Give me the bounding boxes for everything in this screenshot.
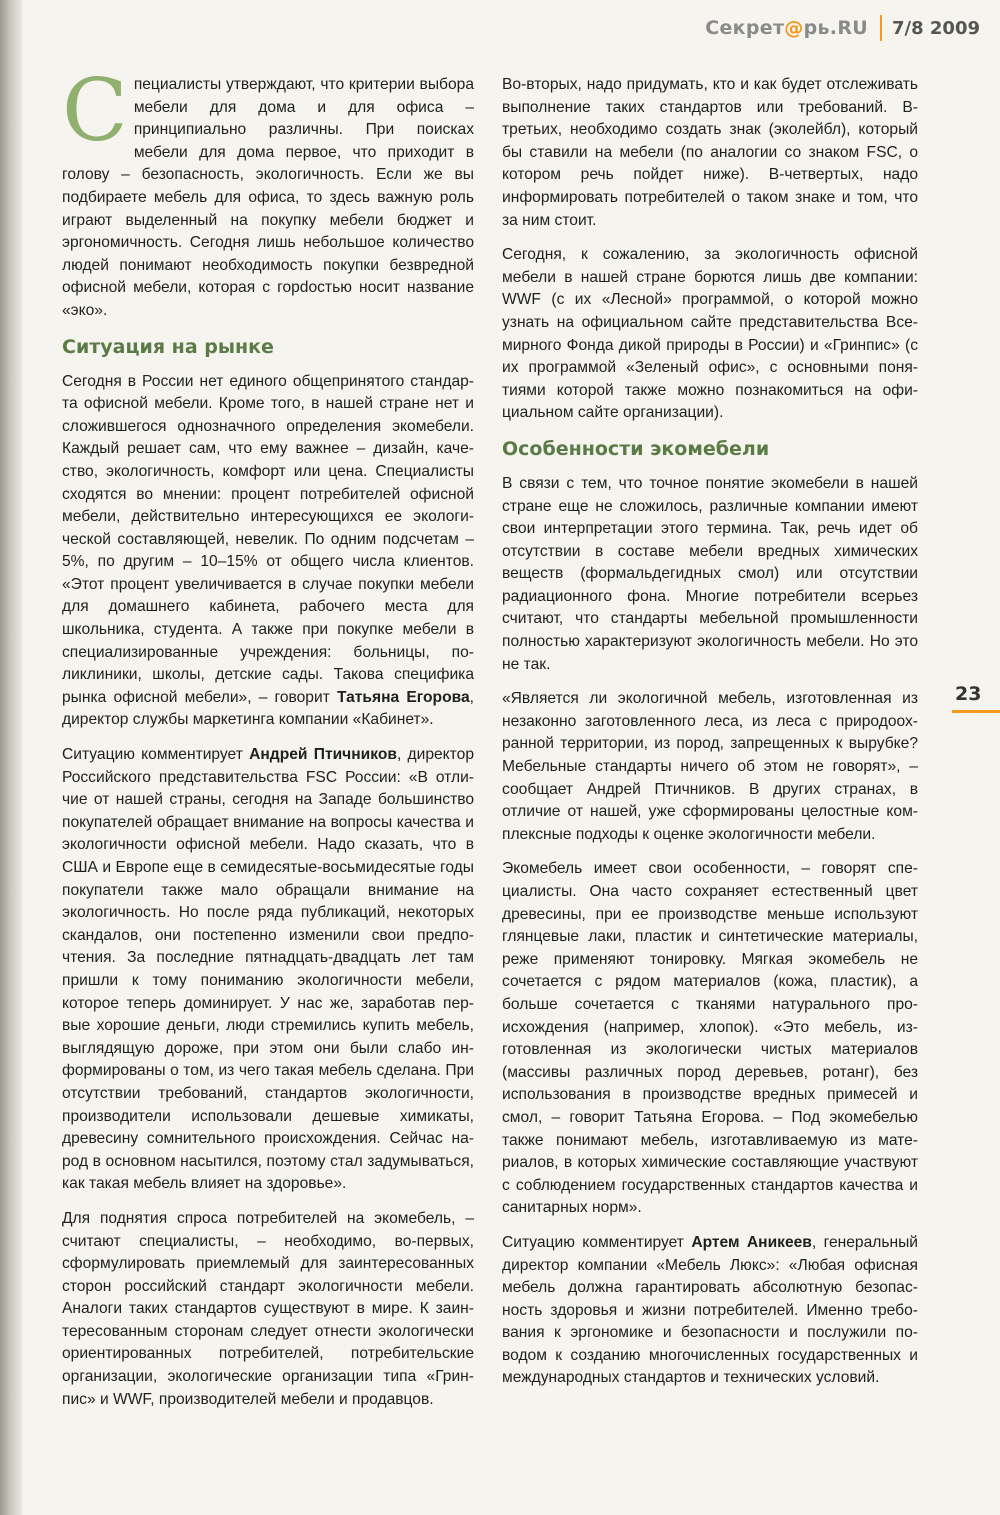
page-number: 23: [955, 683, 982, 705]
person-name: Артем Аникеев: [691, 1233, 812, 1251]
paragraph: Во-вторых, надо придумать, кто и как будет отслеживать выполнение таких стандартов или требований. В-третьих, необходимо создать знак (эколейбл), который бы ставили на мебели (по аналогии со знаком FSC, о котором речь пойдет ниже). В-четвертых, надо информировать потребителей о таком знаке и том, что за ним стоит.: [502, 76, 918, 229]
paragraph: Сегодня, к сожалению, за экологичность офисной мебели в нашей стране борются лишь две компании: WWF (с их «Лесной» программой, о которой можно узнать на официальном сайте представительства Всемирного Фонда дикой природы в России) и «Гринпис» (с их программой «Зеленый офис», с основными понятиями которой также можно познакомиться на официальном сайте организации).: [502, 246, 918, 422]
paragraph: «Является ли экологичной мебель, изготовленная из незаконно заготовленного леса, из леса с природоохранной территории, из пород, запрещенных к вырубке? Мебельные стандарты ничего об этом не говорят», – сообщает Андрей Птичников. В других странах, в отличие от нашей, уже сформированы целостные комплексные подходы к оценке экологичности мебели.: [502, 690, 918, 843]
binding-spine-shadow: [0, 0, 22, 1515]
page-number-rule: [952, 710, 1000, 713]
person-name: Андрей Птичников: [249, 746, 397, 764]
at-sign-logo: @: [784, 17, 804, 39]
section-heading-features: Особенности экомебели: [502, 437, 770, 460]
page-header: [705, 14, 980, 42]
issue-number: 7/8 2009: [892, 17, 980, 39]
paragraph: Ситуацию комментирует Андрей Птичников, директор Российского представительства FSC России: «В отличие от нашей страны, сегодня на Западе большинство покупателей обращает внимание на вопросы качества и экологичности офисной мебели. Надо сказать, что в США и Европе еще в семидесятые-восьмидесятые годы покупатели также мало обращали внимание на экологичность. Но после ряда публикаций, некоторых скандалов, они постепенно изменили свои предпочтения. За последние пятнадцать-двадцать лет там пришли к тому пониманию экологичности мебели, которое теперь доминирует. У нас же, заработав первые хорошие деньги, люди стремились купить мебель, выглядящую дороже, при этом они были слабо информированы о том, из чего такая мебель сделана. При отсутствии требований, стандартов экологичности, производители использовали дешевые химикаты, древесину сомнительного происхождения. Сейчас народ в основном насытился, поэтому стал задумываться, как такая мебель влияет на здоровье».: [62, 746, 474, 1193]
drop-cap: С: [62, 61, 128, 161]
right-column: [502, 74, 918, 1402]
section-heading-market: Ситуация на рынке: [62, 335, 274, 358]
intro-paragraph: Специалисты утверждают, что критерии выбора мебели для дома и для офиса – принципиально различны. При поисках мебели для дома первое, что приходит в голову – безопасность, экологичность. Если же вы подбираете мебель для офиса, то здесь важную роль играют выделенный на покупку мебели бюджет и эргономичность. Сегодня лишь небольшое количество людей понимают необходимость покупки безвредной офисной мебели, которая с горdостью носит название «эко».: [62, 61, 474, 319]
paragraph: Для поднятия спроса потребителей на экомебель, – считают специалисты, – необходимо, во-первых, сформулировать приемлемый для заинтересованных сторон российский стандарт экологичности мебели. Аналоги таких стандартов существуют в мире. К заинтересованным сторонам следует отнести экологически ориентированных потребителей, потребительские организации, экологические организации типа «Гринпис» и WWF, производителей мебели и продавцов.: [62, 1209, 474, 1408]
header-divider: [880, 15, 882, 41]
paragraph: Экомебель имеет свои особенности, – говорят специалисты. Она часто сохраняет естественный цвет древесины, при ее производстве меньше используют глянцевые лаки, пластик и синтетические материалы, реже применяют тонировку. Мягкая экомебель не сочетается с рядом материалов (кожа, пластик), а больше сочетается с тканями натурального происхождения (например, хлопок). «Это мебель, изготовленная из экологически чистых материалов (массивы различных пород деревьев, ротанг), без использования в производстве вредных примесей и смол, – говорит Татьяна Егорова. – Под экомебелью также понимают мебель, изготавливаемую из материалов, в которых химические составляющие участвуют с соблюдением государственных стандартов качества и санитарных норм».: [502, 860, 918, 1217]
paragraph: В связи с тем, что точное понятие экомебели в нашей стране еще не сложилось, различные компании имеют свои интерпретации этого термина. Так, речь идет об отсутствии в составе мебели вредных химических веществ (формальдегидных смол) или отсутствии радиационного фона. Многие потребители всерьез считают, что стандарты мебельной промышленности полностью характеризуют экологичность мебели. Но это не так.: [502, 474, 918, 673]
left-column: [62, 61, 475, 1423]
paragraph: Сегодня в России нет единого общепринятого стандарта офисной мебели. Кроме того, в нашей стране нет и сложившегося однозначного определения экомебели. Каждый решает сам, что ему важнее – дизайн, качество, экологичность, комфорт или цена. Специалисты сходятся во мнении: процент потребителей офисной мебели, действительно интересующихся ее экологической составляющей, невелик. По одним подсчетам – 5%, по другим – 10–15% от общего числа клиентов. «Этот процент увеличивается в случае покупки мебели для домашнего кабинета, рабочего места для школьника, студента. А также при покупке мебели в специализированные учреждения: больницы, поликлиники, школы, детские сады. Такова специфика рынка офисной мебели», – говорит Татьяна Егорова, директор службы маркетинга компании «Кабинет».: [62, 372, 475, 729]
paragraph: Ситуацию комментирует Артем Аникеев, генеральный директор компании «Мебель Люкс»: «Любая офисная мебель должна гарантировать абсолютную безопасность здоровья и жизни потребителей. Именно требования к эргономике и безопасности и послужили поводом к созданию многочисленных государственных и международных стандартов и технических условий.: [502, 1233, 918, 1387]
person-name: Татьяна Егорова: [336, 688, 470, 706]
magazine-name: Секрет@рь.RU: [705, 17, 868, 39]
